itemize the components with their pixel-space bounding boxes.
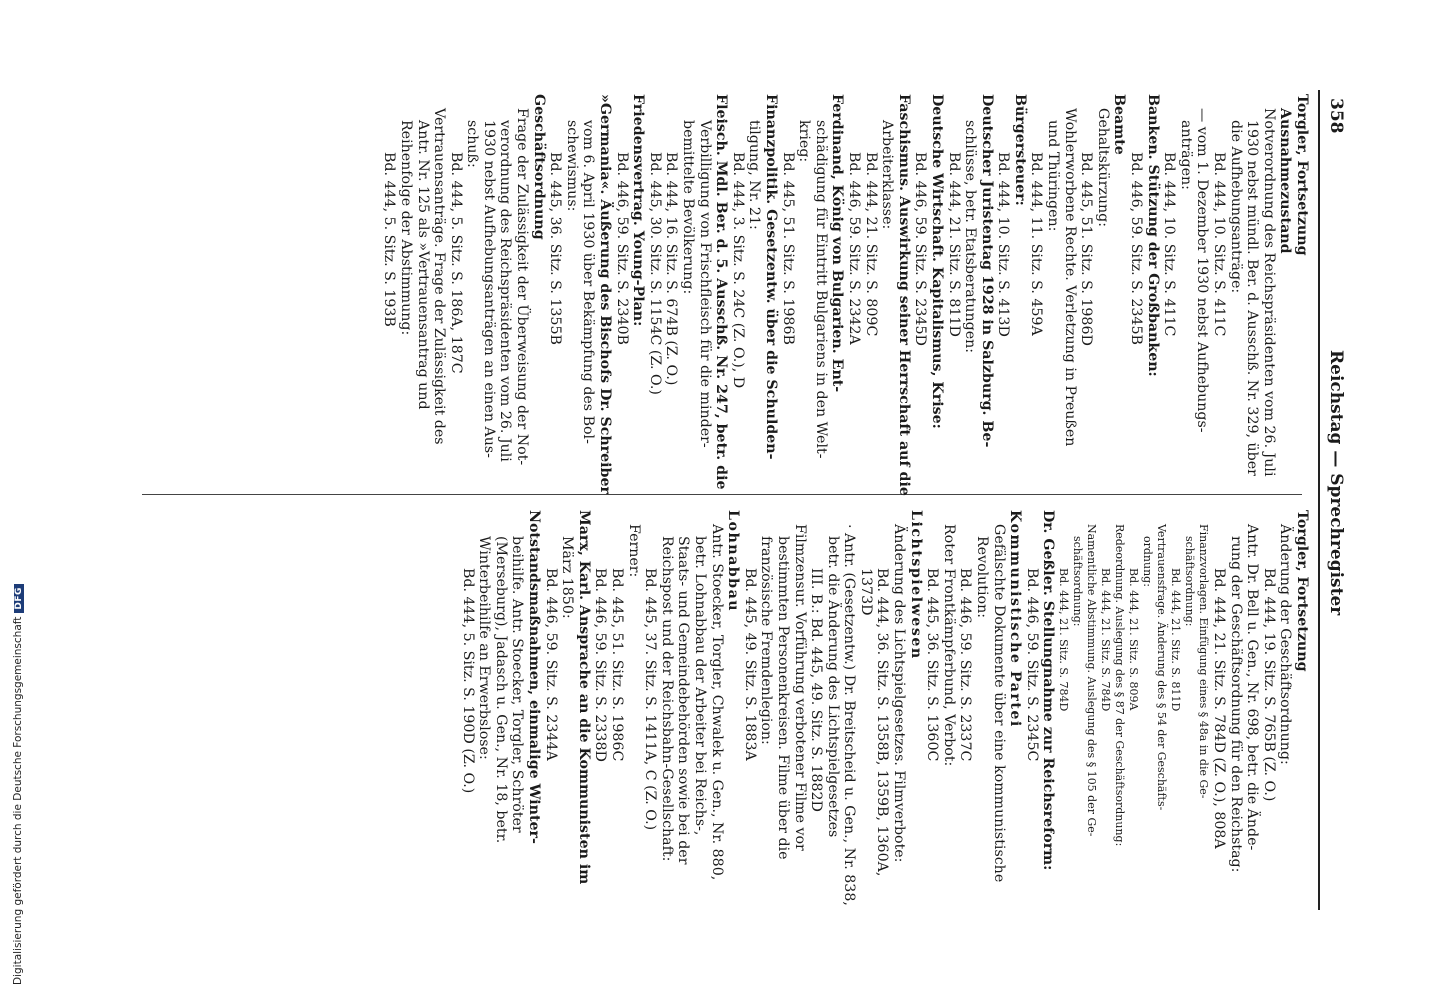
index-line: Bd. 445, 36. Sitz. S. 1355B — [547, 152, 564, 345]
index-line: Lichtspielwesen — [907, 510, 924, 660]
column-divider — [142, 494, 1302, 495]
index-line: Bd. 444, 21. Sitz. S. 784D (Z. O.), 808A — [1211, 568, 1228, 849]
index-line: Torgler, Fortsetzung — [1294, 510, 1310, 672]
index-line: Bd. 444, 21. Sitz. S. 784D — [1057, 568, 1071, 712]
index-line: Reichspost und der Reichsbahn-Gesellschaft: — [658, 536, 675, 862]
index-line: beihilfe. Antr. Stoecker, Torgler, Schröter — [509, 536, 526, 833]
index-line: Redeordnung. Auslegung des § 87 der Geschäftsordnung: — [1113, 524, 1127, 847]
index-line: Marx, Karl. Ansprache an die Kommunisten im — [575, 510, 592, 885]
index-line: Bd. 444, 16. Sitz. S. 674B (Z. O.) — [663, 152, 680, 386]
index-line: Ferner: — [625, 524, 642, 578]
index-line: tilgung, Nr. 21: — [746, 120, 763, 230]
index-line: Namentliche Abstimmung. Auslegung des § 105 der Ge- — [1085, 524, 1099, 837]
index-line: Bd. 445, 49. Sitz. S. 1883A — [741, 568, 758, 761]
index-line: schäftsordnung: — [1183, 536, 1197, 627]
index-line: Deutsche Wirtschaft. Kapitalismus, Krise: — [928, 94, 945, 429]
index-line: Bd. 444, 21. Sitz. S. 809C — [862, 152, 879, 337]
index-line: »Germania«. Äußerung des Bischofs Dr. Schreiber — [597, 94, 614, 494]
index-line: — vom 1. Dezember 1930 nebst Aufhebungs- — [1194, 108, 1211, 433]
index-line: bestimmten Personenkreisen. Filme über die — [774, 536, 791, 860]
index-line: Winterbeihilfe an Erwerbslose: — [476, 536, 493, 760]
index-line: Bd. 446, 59. Sitz. S. 2345B — [1128, 152, 1145, 345]
rotated-page — [130, 90, 1350, 910]
index-line: Fleisch. Mdl. Ber. d. 5. Ausschß. Nr. 247, betr. die — [713, 94, 730, 490]
index-line: Bd. 446, 59. Sitz. S. 2344A — [542, 568, 559, 761]
index-line: Bd. 445, 51. Sitz. S. 1986D — [1078, 152, 1095, 346]
index-line: Torgler, Fortsetzung — [1294, 94, 1310, 256]
index-line: verordnung des Reichspräsidenten vom 26. Juli — [497, 120, 514, 462]
index-line: Filmzensur. Vorführung verbotener Filme vor — [791, 524, 808, 851]
index-line: Bd. 444, 10. Sitz. S. 413D — [995, 152, 1012, 337]
index-line: betr. Lohnabbau der Arbeiter bei Reichs-, — [691, 536, 708, 836]
index-line: Bd. 446, 59. Sitz. S. 2345D — [912, 152, 929, 346]
index-line: Gehaltskürzung: — [1094, 108, 1111, 227]
index-line: anträgen: — [1177, 120, 1194, 190]
index-line: Antr. Dr. Bell u. Gen., Nr. 698, betr. die Ände- — [1244, 524, 1261, 851]
index-line: Bd. 444, 36. Sitz. S. 1358B, 1359B, 1360A, — [874, 568, 891, 877]
index-line: Bd. 446, 59. Sitz. S. 2345C — [1023, 568, 1040, 762]
index-line: rung der Geschäftsordnung für den Reichstag: — [1227, 536, 1244, 873]
index-line: bemittelte Bevölkerung: — [680, 120, 697, 295]
running-header — [1320, 90, 1350, 910]
index-line: Bd. 444, 10. Sitz. S. 411C — [1161, 152, 1178, 337]
index-line: Dr. Geßler. Stellungnahme zur Reichsreform: — [1040, 510, 1057, 871]
index-line: französische Fremdenlegion: — [758, 536, 775, 745]
index-line: Arbeiterklasse: — [879, 120, 896, 230]
index-line: III. B.: Bd. 445, 49. Sitz. S. 1882D — [808, 568, 825, 812]
digitization-credit — [12, 584, 24, 985]
index-line: Bd. 444, 21. Sitz. S. 811D — [945, 152, 962, 337]
index-line: (Merseburg), Jadasch u. Gen., Nr. 18, betr. — [492, 536, 509, 844]
index-line: · Antr. (Gesetzentw.) Dr. Breitscheid u. Gen., Nr. 838, — [841, 524, 858, 906]
index-line: Reihenfolge der Abstimmung: — [397, 120, 414, 336]
index-line: Deutscher Juristentag 1928 in Salzburg. Be- — [978, 94, 995, 448]
index-line: Staats- und Gemeindebehörden sowie bei der — [675, 536, 692, 865]
index-line: Antr. Nr. 125 als »Vertrauensantrag und — [414, 120, 431, 410]
index-line: Faschismus. Auswirkung seiner Herrschaft auf die — [895, 94, 912, 496]
index-line: Beamte — [1111, 94, 1128, 155]
index-line: Bd. 444, 21. Sitz. S. 784D — [1099, 568, 1113, 712]
index-line: schlüsse, betr. Etatsberatungen: — [962, 120, 979, 354]
index-line: Bd. 444, 11. Sitz. S. 459A — [1028, 152, 1045, 336]
index-line: Bd. 444, 5. Sitz. S. 186A, 187C — [447, 152, 464, 374]
index-line: Friedensvertrag. Young-Plan: — [630, 94, 647, 327]
index-line: schädigung für Eintritt Bulgariens in den Welt- — [812, 120, 829, 459]
credit-text: Digitalisierung gefördert durch die Deutsche Forschungsgemeinschaft — [12, 616, 24, 985]
index-line: Änderung der Geschäftsordnung: — [1277, 524, 1294, 765]
index-line: Bd. 446, 59. Sitz. S. 2340B — [613, 152, 630, 345]
index-line: krieg: — [796, 120, 813, 163]
index-line: Wohlerworbene Rechte. Verletzung in Preußen — [1061, 108, 1078, 447]
index-line: Bd. 445, 36. Sitz. S. 1360C — [924, 568, 941, 762]
index-line: Vertrauensfrage. Änderung des § 54 der Geschäfts- — [1155, 524, 1169, 811]
index-line: schewismus: — [563, 120, 580, 212]
left-column — [381, 94, 1310, 496]
index-line: schäftsordnung: — [1071, 536, 1085, 627]
index-line: Revolution: — [974, 536, 991, 619]
index-line: Bd. 445, 51. Sitz. S. 1986C — [609, 568, 625, 762]
index-line: Bürgersteuer: — [1011, 94, 1028, 206]
index-line: ordnung: — [1141, 536, 1155, 587]
index-line: Notverordnung des Reichspräsidenten vom 26. Juli — [1260, 108, 1277, 477]
index-line: schuß: — [464, 120, 481, 168]
index-line: Ausnahmezustand — [1277, 108, 1294, 254]
index-line: Änderung des Lichtspielgesetzes. Filmverbote: — [891, 524, 908, 863]
dfg-logo: DFG — [14, 584, 24, 613]
index-line: Frage der Zulässigkeit der Überweisung der Not- — [514, 108, 531, 466]
index-line: Bd. 444, 19. Sitz. S. 765B (Z. O.) — [1260, 568, 1277, 802]
index-line: 1373D — [857, 568, 874, 616]
index-line: Bd. 444, 5. Sitz. S. 193B — [381, 152, 398, 327]
index-line: 1930 nebst mündl. Ber. d. Ausschß. Nr. 329, über — [1244, 120, 1261, 476]
index-line: Kommunistische Partei — [1007, 510, 1024, 728]
index-line: Bd. 444, 21. Sitz. S. 811D — [1169, 568, 1183, 712]
index-line: und Thüringen: — [1045, 120, 1062, 232]
index-line: Finanzvorlagen. Einfügung eines § 48a in die Ge- — [1197, 524, 1211, 799]
index-line: die Aufhebungsanträge: — [1227, 120, 1244, 294]
index-line: Bd. 446, 59. Sitz. S. 2337C — [957, 568, 974, 762]
index-line: Bd. 445, 51. Sitz. S. 1986B — [779, 152, 796, 345]
index-line: Gefälschte Dokumente über eine kommunistische — [990, 524, 1007, 883]
index-line: Verbilligung von Frischfleisch für die minder- — [696, 120, 713, 448]
index-line: Roter Frontkämpferbund, Verbot: — [940, 524, 957, 767]
index-line: Bd. 444, 3. Sitz. S. 24C (Z. O.), D — [729, 152, 746, 389]
index-line: März 1850: — [559, 536, 576, 619]
right-column — [459, 510, 1310, 906]
header-rule — [1318, 90, 1320, 910]
index-line: Notstandsmaßnahmen, einmalige Winter- — [526, 510, 543, 844]
running-title: Reichstag — Sprechregister — [1326, 350, 1346, 616]
index-line: Antr. Stoecker, Torgler, Chwalek u. Gen., Nr. 880, — [708, 524, 725, 881]
index-line: Banken. Stützung der Großbanken: — [1144, 94, 1161, 377]
index-line: Bd. 444, 21. Sitz. S. 809A — [1127, 568, 1141, 711]
index-line: Bd. 446, 59. Sitz. S. 2338D — [592, 568, 609, 762]
index-line: Ferdinand, König von Bulgarien. Ent- — [829, 94, 846, 393]
index-line: Vertrauensanträge. Frage der Zulässigkeit des — [431, 108, 448, 445]
index-line: Bd. 445, 30. Sitz. S. 1154C (Z. O.) — [646, 152, 663, 395]
index-line: vom 6. April 1930 über Bekämpfung des Bol- — [580, 120, 597, 444]
index-line: Bd. 445, 37. Sitz. S. 1411A, C (Z. O.) — [642, 568, 659, 831]
index-line: Bd. 444, 10. Sitz. S. 411C — [1211, 152, 1228, 337]
index-line: Lohnabbau — [725, 510, 742, 613]
index-line: 1930 nebst Aufhebungsanträgen an einen Aus- — [480, 120, 497, 458]
page-number: 358 — [1326, 98, 1346, 134]
index-line: betr. die Änderung des Lichtspielgesetzes — [824, 536, 841, 838]
index-line: Bd. 444, 5. Sitz. S. 190D (Z. O.) — [459, 568, 476, 794]
index-line: Bd. 446, 59. Sitz. S. 2342A — [845, 152, 862, 345]
index-line: Geschäftsordnung — [530, 94, 547, 240]
index-line: Finanzpolitik. Gesetzentw. über die Schulden- — [763, 94, 779, 460]
